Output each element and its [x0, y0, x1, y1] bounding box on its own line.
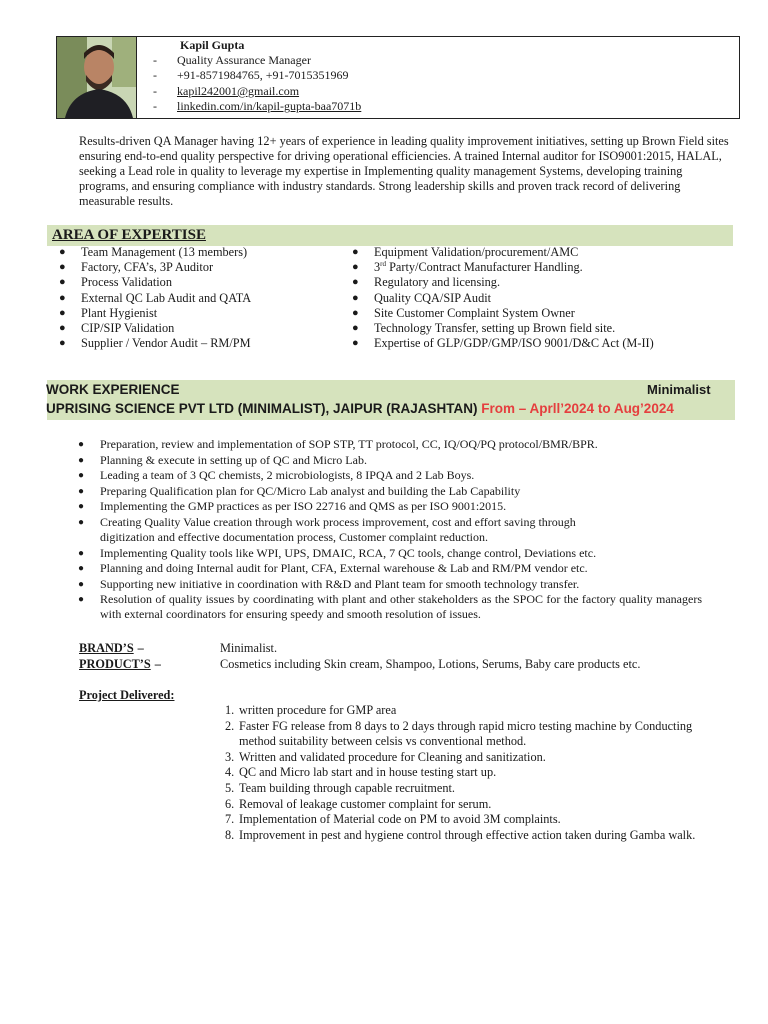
list-item	[352, 245, 654, 260]
header-divider	[136, 37, 137, 118]
list-item	[78, 545, 702, 561]
expertise-item: Quality CQA/SIP Audit	[374, 290, 492, 305]
project-text: Implementation of Material code on PM to avoid 3M complaints.	[239, 812, 561, 827]
expertise-list-right	[352, 245, 654, 351]
item-number: 8.	[225, 827, 235, 842]
bullet-icon: ●	[59, 291, 66, 304]
job-title: Quality Assurance Manager	[177, 53, 311, 67]
bullet-icon: ●	[352, 276, 359, 289]
brand-logo: Minimalist	[647, 382, 711, 397]
list-item	[225, 703, 709, 719]
bullet-icon: ●	[352, 337, 359, 350]
bullet-icon: ●	[352, 306, 359, 319]
list-item	[59, 275, 251, 290]
expertise-item: Supplier / Vendor Audit – RM/PM	[81, 336, 251, 351]
linkedin-line	[153, 99, 361, 114]
bullet-icon: ●	[78, 485, 85, 497]
list-item	[225, 765, 709, 781]
list-item	[78, 437, 702, 452]
duty-text: Planning and doing Internal audit for Plant, CFA, External warehouse & Lab and RM/PM vendor etc.	[100, 561, 588, 576]
list-item	[78, 561, 702, 576]
candidate-name: Kapil Gupta	[180, 38, 245, 52]
bullet-icon: ●	[78, 563, 85, 575]
project-text: Faster FG release from 8 days to 2 days through rapid micro testing machine by Conducting method suitability between celsis vs conventional method.	[239, 718, 693, 749]
company-name: UPRISING SCIENCE PVT LTD (MINIMALIST), JAIPUR (RAJASHTAN)	[46, 401, 478, 416]
item-number: 6.	[225, 796, 235, 811]
duty-text: Implementing the GMP practices as per ISO 22716 and QMS as per ISO 9001:2015.	[100, 499, 507, 514]
list-item	[225, 780, 709, 797]
list-item	[225, 812, 709, 828]
expertise-item: Team Management (13 members)	[81, 245, 248, 259]
dash: -	[153, 99, 157, 113]
expertise-item: Equipment Validation/procurement/AMC	[374, 245, 579, 259]
item-number: 3.	[225, 749, 235, 764]
bullet-icon: ●	[59, 276, 66, 289]
products-label	[79, 657, 161, 672]
bullet-icon: ●	[59, 337, 66, 350]
linkedin-link[interactable]: linkedin.com/in/kapil-gupta-baa7071b	[177, 99, 362, 113]
list-item	[59, 290, 252, 306]
list-item	[352, 320, 654, 336]
bullet-icon: ●	[78, 470, 85, 482]
list-item	[59, 305, 251, 321]
expertise-item: Plant Hygienist	[81, 305, 158, 320]
list-item	[225, 796, 709, 813]
duties-list	[78, 437, 702, 623]
employment-period: From – Aprll’2024 to Aug’2024	[481, 401, 674, 416]
duty-text: Preparation, review and implementation of SOP STP, TT protocol, CC, IQ/OQ/PQ protocol/BMR/BPR.	[100, 437, 598, 451]
work-experience-heading: WORK EXPERIENCE	[46, 382, 180, 397]
expertise-item: Site Customer Complaint System Owner	[374, 305, 575, 320]
list-item	[352, 275, 654, 290]
duty-text: Implementing Quality tools like WPI, UPS, DMAIC, RCA, 7 QC tools, change control, Deviations etc.	[100, 545, 597, 560]
item-number: 4.	[225, 765, 235, 780]
expertise-item: Technology Transfer, setting up Brown field site.	[374, 320, 616, 335]
bullet-icon: ●	[59, 306, 66, 319]
list-item	[352, 260, 654, 275]
bullet-icon: ●	[59, 321, 66, 334]
list-item	[59, 260, 251, 275]
expertise-list-left	[59, 245, 252, 351]
bullet-icon: ●	[78, 454, 85, 466]
bullet-icon: ●	[352, 291, 359, 304]
expertise-heading: AREA OF EXPERTISE	[52, 227, 206, 243]
item-number: 2.	[225, 718, 235, 733]
ordinal-number: 3	[374, 260, 381, 275]
phone-numbers: +91-8571984765, +91-7015351969	[177, 68, 349, 82]
project-text: Team building through capable recruitment.	[239, 780, 455, 795]
list-item	[225, 827, 709, 844]
brands-value: Minimalist.	[220, 641, 278, 655]
duty-text: Preparing Qualification plan for QC/Micro Lab analyst and building the Lab Capability	[100, 483, 521, 498]
expertise-item	[374, 260, 583, 274]
expertise-item: Regulatory and licensing.	[374, 275, 501, 290]
projects-heading: Project Delivered:	[79, 688, 175, 702]
products-label-text: PRODUCT’S	[79, 657, 151, 671]
expertise-item: Factory, CFA’s, 3P Auditor	[81, 260, 214, 275]
list-item	[59, 320, 251, 336]
item-number: 1.	[225, 703, 235, 717]
list-item	[78, 483, 702, 499]
dash: -	[153, 68, 157, 82]
projects-list	[225, 703, 709, 843]
job-title-line	[153, 53, 311, 68]
email-line	[153, 84, 299, 99]
bullet-icon: ●	[352, 246, 359, 258]
duty-text: Resolution of quality issues by coordinating with plant and other stakeholders as the SPOC for the factory quality managers with external coordinators for ensuring speedy and smooth resolution of issues.	[100, 592, 702, 622]
list-item	[225, 718, 709, 750]
professional-summary: Results-driven QA Manager having 12+ years of experience in leading quality improvement initiatives, setting up Brown Field sites ensuring end-to-end quality perspective for driving operational efficiencies. A trained Internal auditor for ISO9001:2015, HALAL, seeking a Lead role in quality to leverage my expertise in Implementing quality management Systems, developing training programs, and ensuring compliance with industry standards. Strong leadership skills and proven track record of delivering measurable results.	[79, 134, 729, 208]
email-link[interactable]: kapil242001@gmail.com	[177, 84, 300, 98]
list-item	[352, 290, 654, 306]
list-item	[78, 576, 702, 592]
profile-photo	[57, 37, 136, 118]
project-text: QC and Micro lab start and in house testing start up.	[239, 765, 497, 780]
bullet-icon: ●	[59, 246, 66, 258]
duty-text: Leading a team of 3 QC chemists, 2 microbiologists, 8 IPQA and 2 Lab Boys.	[100, 468, 475, 483]
products-value: Cosmetics including Skin cream, Shampoo, Lotions, Serums, Baby care products etc.	[220, 657, 641, 671]
list-item	[78, 592, 702, 622]
label-dash: –	[137, 641, 144, 655]
bullet-icon: ●	[78, 439, 85, 450]
item-number: 5.	[225, 780, 235, 795]
bullet-icon: ●	[78, 501, 85, 513]
duty-text: Supporting new initiative in coordination with R&D and Plant team for smooth technology transfer.	[100, 576, 580, 591]
list-item	[78, 468, 702, 483]
company-line	[46, 401, 674, 416]
duty-text: Planning & execute in setting up of QC and Micro Lab.	[100, 452, 367, 467]
list-item	[352, 305, 654, 321]
project-text: Removal of leakage customer complaint for serum.	[239, 796, 492, 811]
expertise-item: External QC Lab Audit and QATA	[81, 290, 252, 305]
project-text: Improvement in pest and hygiene control through effective action taken during Gamba walk.	[239, 827, 696, 842]
bullet-icon: ●	[78, 594, 85, 606]
bullet-icon: ●	[352, 321, 359, 334]
list-item	[78, 499, 702, 514]
expertise-item-text: Party/Contract Manufacturer Handling.	[386, 260, 583, 275]
ordinal-suffix: rd	[380, 260, 386, 269]
list-item	[59, 336, 251, 351]
item-number: 7.	[225, 812, 235, 827]
project-text: Written and validated procedure for Cleaning and sanitization.	[239, 749, 546, 764]
list-item	[59, 245, 251, 260]
brands-label-text: BRAND’S	[79, 641, 134, 655]
list-item	[78, 452, 702, 468]
expertise-item: Process Validation	[81, 275, 172, 290]
list-item	[352, 336, 654, 351]
list-item	[78, 514, 702, 545]
duty-text: Creating Quality Value creation through work process improvement, cost and effort saving through digitization and effective documentation process, Customer complaint reduction.	[100, 514, 576, 544]
bullet-icon: ●	[78, 516, 85, 528]
bullet-icon: ●	[352, 261, 359, 274]
label-dash: –	[154, 657, 161, 671]
bullet-icon: ●	[78, 547, 85, 559]
bullet-icon: ●	[78, 578, 85, 590]
project-text: written procedure for GMP area	[239, 703, 397, 717]
bullet-icon: ●	[59, 261, 66, 274]
expertise-item: CIP/SIP Validation	[81, 320, 175, 335]
expertise-item: Expertise of GLP/GDP/GMP/ISO 9001/D&C Act (M-II)	[374, 336, 654, 351]
phone-line	[153, 68, 349, 83]
brands-label	[79, 641, 144, 656]
dash: -	[153, 84, 157, 98]
dash: -	[153, 53, 157, 67]
list-item	[225, 749, 709, 766]
